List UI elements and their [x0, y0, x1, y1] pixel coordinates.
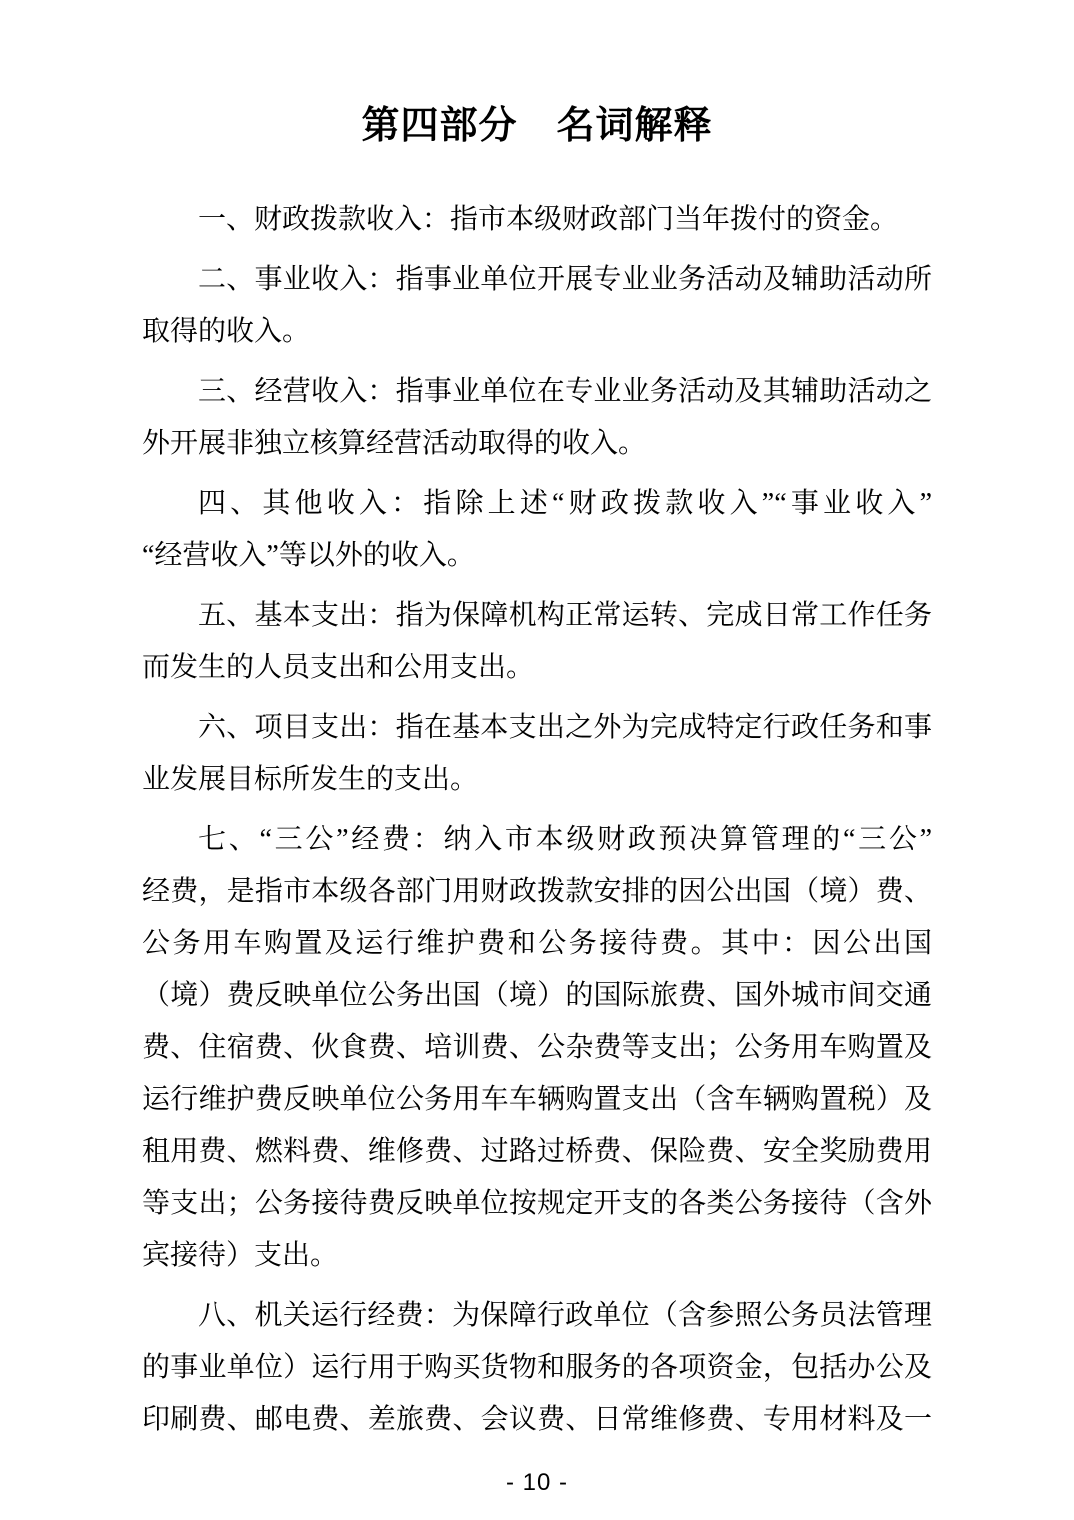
- body-line: 五、基本支出：指为保障机构正常运转、完成日常工作任务: [198, 600, 932, 631]
- body-line: 印刷费、邮电费、差旅费、会议费、日常维修费、专用材料及一: [142, 1404, 932, 1435]
- page-title: 第四部分 名词解释: [361, 105, 713, 147]
- paragraph-3: [142, 366, 932, 470]
- paragraph-5: [142, 590, 932, 694]
- body-line: 宾接待）支出。: [142, 1240, 339, 1271]
- body-line: （境）费反映单位公务出国（境）的国际旅费、国外城市间交通: [142, 980, 932, 1011]
- body-line: 二、事业收入：指事业单位开展专业业务活动及辅助活动所: [198, 264, 932, 295]
- paragraph-4: [142, 478, 932, 582]
- body-line: 一、财政拨款收入：指市本级财政部门当年拨付的资金。: [198, 204, 899, 235]
- document-body: [142, 194, 932, 1446]
- body-line: “经营收入”等以外的收入。: [142, 540, 475, 571]
- body-line: 经费，是指市本级各部门用财政拨款安排的因公出国（境）费、: [142, 876, 932, 907]
- body-line: 取得的收入。: [142, 316, 311, 347]
- body-line: 三、经营收入：指事业单位在专业业务活动及其辅助活动之: [198, 376, 932, 407]
- body-line: 八、机关运行经费：为保障行政单位（含参照公务员法管理: [198, 1300, 932, 1331]
- body-line: 七、“三公”经费：纳入市本级财政预决算管理的“三公”: [198, 824, 932, 855]
- body-line: 而发生的人员支出和公用支出。: [142, 652, 535, 683]
- body-line: 等支出；公务接待费反映单位按规定开支的各类公务接待（含外: [142, 1188, 932, 1219]
- body-line: 租用费、燃料费、维修费、过路过桥费、保险费、安全奖励费用: [142, 1136, 932, 1167]
- body-line: 业发展目标所发生的支出。: [142, 764, 479, 795]
- body-line: 费、住宿费、伙食费、培训费、公杂费等支出；公务用车购置及: [142, 1032, 932, 1063]
- paragraph-8: [142, 1290, 932, 1446]
- body-line: 运行维护费反映单位公务用车车辆购置支出（含车辆购置税）及: [142, 1084, 932, 1115]
- body-line: 六、项目支出：指在基本支出之外为完成特定行政任务和事: [198, 712, 932, 743]
- body-line: 四、其他收入：指除上述“财政拨款收入”“事业收入”: [198, 488, 932, 519]
- paragraph-6: [142, 702, 932, 806]
- body-line: 公务用车购置及运行维护费和公务接待费。其中：因公出国: [142, 928, 932, 959]
- body-line: 的事业单位）运行用于购买货物和服务的各项资金，包括办公及: [142, 1352, 932, 1383]
- body-line: 外开展非独立核算经营活动取得的收入。: [142, 428, 647, 459]
- page-number: - 10 -: [505, 1469, 568, 1496]
- paragraph-1: [142, 194, 932, 246]
- paragraph-7: [142, 814, 932, 1282]
- paragraph-2: [142, 254, 932, 358]
